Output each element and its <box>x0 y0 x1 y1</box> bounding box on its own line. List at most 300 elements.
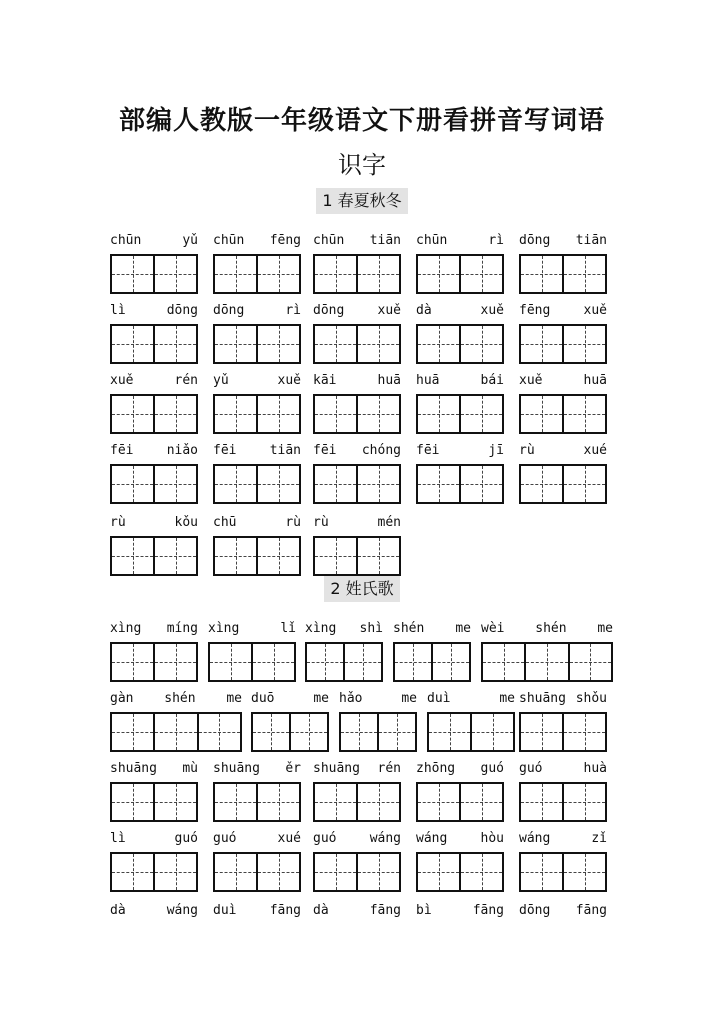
writing-grid <box>416 464 504 504</box>
writing-grid <box>213 536 301 576</box>
pinyin-syllable: duì <box>213 903 237 918</box>
writing-grid <box>481 642 613 682</box>
tian-zi-cell[interactable] <box>112 466 153 502</box>
pinyin-syllable: rù <box>313 515 329 530</box>
tian-zi-cell[interactable] <box>459 326 502 362</box>
writing-grid <box>313 324 401 364</box>
word-item <box>251 688 329 752</box>
pinyin-syllable: fēng <box>269 233 301 248</box>
tian-zi-cell[interactable] <box>315 466 356 502</box>
word-item <box>110 300 198 364</box>
writing-grid <box>213 464 301 504</box>
pinyin-syllable: shén <box>393 621 425 636</box>
pinyin-syllable: lì <box>110 303 126 318</box>
tian-zi-cell[interactable] <box>215 326 256 362</box>
pinyin-syllable: xuě <box>377 303 401 318</box>
pinyin-line <box>416 758 504 776</box>
tian-zi-cell[interactable] <box>521 326 562 362</box>
pinyin-line <box>110 828 198 846</box>
pinyin-line <box>339 688 417 706</box>
tian-zi-cell[interactable] <box>459 466 502 502</box>
tian-zi-cell[interactable] <box>210 644 251 680</box>
tian-zi-cell[interactable] <box>459 396 502 432</box>
writing-grid <box>313 394 401 434</box>
writing-grid <box>339 712 417 752</box>
pinyin-syllable: huà <box>583 761 607 776</box>
tian-zi-cell[interactable] <box>153 784 196 820</box>
word-item <box>110 230 198 294</box>
tian-zi-cell[interactable] <box>343 644 381 680</box>
writing-grid <box>519 254 607 294</box>
tian-zi-cell[interactable] <box>521 466 562 502</box>
word-item <box>313 300 401 364</box>
tian-zi-cell[interactable] <box>521 396 562 432</box>
writing-grid <box>393 642 471 682</box>
tian-zi-cell[interactable] <box>568 644 611 680</box>
tian-zi-cell[interactable] <box>315 396 356 432</box>
pinyin-syllable: me <box>313 691 329 706</box>
pinyin-line <box>416 828 504 846</box>
pinyin-syllable: fēng <box>519 303 551 318</box>
tian-zi-cell[interactable] <box>356 784 399 820</box>
tian-zi-cell[interactable] <box>215 466 256 502</box>
pinyin-syllable: shuāng <box>313 761 360 776</box>
tian-zi-cell[interactable] <box>153 256 196 292</box>
pinyin-syllable: gàn <box>110 691 134 706</box>
pinyin-syllable: shuāng <box>213 761 260 776</box>
tian-zi-cell[interactable] <box>256 784 299 820</box>
pinyin-line <box>393 618 471 636</box>
pinyin-line <box>519 230 607 248</box>
word-item <box>519 900 607 918</box>
tian-zi-cell[interactable] <box>153 538 196 574</box>
writing-grid <box>313 464 401 504</box>
pinyin-syllable: fēi <box>313 443 337 458</box>
pinyin-syllable: huā <box>416 373 440 388</box>
word-item <box>110 688 242 752</box>
pinyin-line <box>110 230 198 248</box>
writing-grid <box>519 324 607 364</box>
tian-zi-cell[interactable] <box>356 466 399 502</box>
tian-zi-cell[interactable] <box>418 466 459 502</box>
pinyin-syllable: shǒu <box>575 691 607 706</box>
word-item <box>416 440 504 504</box>
pinyin-syllable: shén <box>535 621 567 636</box>
pinyin-syllable: xìng <box>110 621 142 636</box>
writing-grid <box>110 642 198 682</box>
pinyin-line <box>519 688 607 706</box>
tian-zi-cell[interactable] <box>315 256 356 292</box>
word-item <box>416 758 504 822</box>
tian-zi-cell[interactable] <box>341 714 377 750</box>
pinyin-line <box>519 300 607 318</box>
pinyin-syllable: fēi <box>213 443 237 458</box>
word-item <box>393 618 471 682</box>
tian-zi-cell[interactable] <box>153 326 196 362</box>
writing-grid <box>110 712 242 752</box>
tian-zi-cell[interactable] <box>418 396 459 432</box>
writing-grid <box>110 394 198 434</box>
word-item <box>110 512 198 576</box>
pinyin-syllable: xuě <box>277 373 301 388</box>
tian-zi-cell[interactable] <box>112 784 153 820</box>
word-item <box>110 900 198 918</box>
writing-grid <box>110 536 198 576</box>
tian-zi-cell[interactable] <box>562 466 605 502</box>
tian-zi-cell[interactable] <box>315 784 356 820</box>
tian-zi-cell[interactable] <box>112 256 153 292</box>
pinyin-syllable: duō <box>251 691 275 706</box>
tian-zi-cell[interactable] <box>356 326 399 362</box>
pinyin-syllable: dōng <box>519 233 551 248</box>
pinyin-syllable: rén <box>377 761 401 776</box>
writing-grid <box>251 712 329 752</box>
writing-grid <box>208 642 296 682</box>
tian-zi-cell[interactable] <box>153 644 196 680</box>
writing-grid <box>313 852 401 892</box>
tian-zi-cell[interactable] <box>197 714 240 750</box>
tian-zi-cell[interactable] <box>112 644 153 680</box>
pinyin-syllable: fāng <box>369 903 401 918</box>
tian-zi-cell[interactable] <box>429 714 470 750</box>
tian-zi-cell[interactable] <box>418 326 459 362</box>
pinyin-syllable: xuě <box>480 303 504 318</box>
tian-zi-cell[interactable] <box>562 326 605 362</box>
pinyin-syllable: tiān <box>269 443 301 458</box>
pinyin-line <box>208 618 296 636</box>
pinyin-syllable: mén <box>377 515 401 530</box>
word-item <box>110 440 198 504</box>
writing-grid <box>213 254 301 294</box>
pinyin-syllable: jī <box>488 443 504 458</box>
tian-zi-cell[interactable] <box>289 714 327 750</box>
tian-zi-cell[interactable] <box>153 396 196 432</box>
word-item <box>481 618 613 682</box>
pinyin-syllable: lǐ <box>280 621 296 636</box>
pinyin-syllable: tiān <box>369 233 401 248</box>
writing-grid <box>416 782 504 822</box>
word-item <box>416 230 504 294</box>
pinyin-line <box>313 828 401 846</box>
tian-zi-cell[interactable] <box>307 644 343 680</box>
pinyin-syllable: rù <box>110 515 126 530</box>
word-item <box>339 688 417 752</box>
pinyin-syllable: dà <box>416 303 432 318</box>
word-item <box>213 300 301 364</box>
tian-zi-cell[interactable] <box>251 644 294 680</box>
tian-zi-cell[interactable] <box>256 326 299 362</box>
tian-zi-cell[interactable] <box>521 256 562 292</box>
pinyin-line <box>427 688 515 706</box>
pinyin-line <box>416 230 504 248</box>
pinyin-syllable: xué <box>583 443 607 458</box>
pinyin-syllable: guó <box>519 761 543 776</box>
tian-zi-cell[interactable] <box>524 644 567 680</box>
writing-grid <box>213 394 301 434</box>
pinyin-syllable: guó <box>213 831 237 846</box>
tian-zi-cell[interactable] <box>112 854 153 890</box>
tian-zi-cell[interactable] <box>215 538 256 574</box>
word-item <box>313 370 401 434</box>
word-item <box>110 618 198 682</box>
pinyin-line <box>313 440 401 458</box>
tian-zi-cell[interactable] <box>112 714 153 750</box>
pinyin-line <box>519 370 607 388</box>
word-item <box>213 828 301 892</box>
word-item <box>213 900 301 918</box>
pinyin-line <box>213 758 301 776</box>
tian-zi-cell[interactable] <box>215 256 256 292</box>
pinyin-syllable: rì <box>285 303 301 318</box>
tian-zi-cell[interactable] <box>153 854 196 890</box>
writing-grid <box>416 852 504 892</box>
pinyin-syllable: dà <box>313 903 329 918</box>
tian-zi-cell[interactable] <box>562 854 605 890</box>
tian-zi-cell[interactable] <box>356 538 399 574</box>
tian-zi-cell[interactable] <box>256 538 299 574</box>
pinyin-syllable: chūn <box>110 233 142 248</box>
writing-grid <box>416 324 504 364</box>
lesson-label: 1 春夏秋冬 <box>316 188 407 214</box>
tian-zi-cell[interactable] <box>356 256 399 292</box>
pinyin-syllable: chóng <box>361 443 401 458</box>
pinyin-line <box>305 618 383 636</box>
pinyin-line <box>416 370 504 388</box>
pinyin-syllable: fēi <box>416 443 440 458</box>
pinyin-syllable: me <box>226 691 242 706</box>
pinyin-line <box>213 900 301 918</box>
tian-zi-cell[interactable] <box>459 784 502 820</box>
pinyin-line <box>110 440 198 458</box>
word-item <box>213 758 301 822</box>
pinyin-line <box>213 512 301 530</box>
pinyin-line <box>519 758 607 776</box>
pinyin-syllable: hòu <box>480 831 504 846</box>
writing-grid <box>427 712 515 752</box>
tian-zi-cell[interactable] <box>377 714 415 750</box>
tian-zi-cell[interactable] <box>562 396 605 432</box>
word-item <box>519 688 607 752</box>
writing-grid <box>110 324 198 364</box>
pinyin-syllable: huā <box>377 373 401 388</box>
pinyin-syllable: dōng <box>166 303 198 318</box>
pinyin-syllable: xué <box>277 831 301 846</box>
writing-grid <box>313 782 401 822</box>
tian-zi-cell[interactable] <box>256 256 299 292</box>
writing-grid <box>110 254 198 294</box>
pinyin-syllable: fāng <box>575 903 607 918</box>
writing-grid <box>313 254 401 294</box>
lesson-label: 2 姓氏歌 <box>324 576 399 602</box>
tian-zi-cell[interactable] <box>256 466 299 502</box>
writing-grid <box>519 394 607 434</box>
writing-grid <box>416 394 504 434</box>
word-item <box>416 370 504 434</box>
pinyin-line <box>110 512 198 530</box>
word-item <box>313 828 401 892</box>
pinyin-line <box>251 688 329 706</box>
pinyin-syllable: ěr <box>285 761 301 776</box>
pinyin-syllable: dōng <box>313 303 345 318</box>
word-item <box>519 758 607 822</box>
pinyin-syllable: me <box>499 691 515 706</box>
tian-zi-cell[interactable] <box>315 854 356 890</box>
tian-zi-cell[interactable] <box>315 538 356 574</box>
tian-zi-cell[interactable] <box>395 644 431 680</box>
pinyin-syllable: fēi <box>110 443 134 458</box>
pinyin-syllable: guó <box>174 831 198 846</box>
tian-zi-cell[interactable] <box>418 256 459 292</box>
pinyin-syllable: wáng <box>519 831 551 846</box>
pinyin-syllable: bái <box>480 373 504 388</box>
pinyin-syllable: dōng <box>213 303 245 318</box>
pinyin-syllable: guó <box>480 761 504 776</box>
pinyin-line <box>416 440 504 458</box>
pinyin-syllable: chū <box>213 515 237 530</box>
tian-zi-cell[interactable] <box>459 854 502 890</box>
word-item <box>110 828 198 892</box>
word-item <box>519 370 607 434</box>
tian-zi-cell[interactable] <box>562 714 605 750</box>
word-item <box>416 828 504 892</box>
writing-grid <box>519 464 607 504</box>
pinyin-syllable: xuě <box>583 303 607 318</box>
pinyin-syllable: wèi <box>481 621 505 636</box>
word-item <box>427 688 515 752</box>
writing-grid <box>110 852 198 892</box>
pinyin-syllable: guó <box>313 831 337 846</box>
tian-zi-cell[interactable] <box>418 854 459 890</box>
word-item <box>519 300 607 364</box>
pinyin-line <box>313 230 401 248</box>
pinyin-syllable: huā <box>583 373 607 388</box>
pinyin-syllable: lì <box>110 831 126 846</box>
pinyin-line <box>213 300 301 318</box>
pinyin-syllable: shuāng <box>110 761 157 776</box>
word-item <box>110 370 198 434</box>
tian-zi-cell[interactable] <box>256 396 299 432</box>
tian-zi-cell[interactable] <box>459 256 502 292</box>
tian-zi-cell[interactable] <box>418 784 459 820</box>
word-item <box>313 512 401 576</box>
pinyin-syllable: rì <box>488 233 504 248</box>
pinyin-line <box>519 900 607 918</box>
writing-grid <box>213 782 301 822</box>
word-item <box>416 300 504 364</box>
pinyin-line <box>416 300 504 318</box>
word-item <box>213 370 301 434</box>
writing-grid <box>519 782 607 822</box>
pinyin-syllable: xìng <box>305 621 337 636</box>
word-item <box>416 900 504 918</box>
pinyin-syllable: niǎo <box>166 443 198 458</box>
tian-zi-cell[interactable] <box>521 854 562 890</box>
page-title: 部编人教版一年级语文下册看拼音写词语 <box>118 106 605 136</box>
pinyin-line <box>213 230 301 248</box>
writing-grid <box>110 464 198 504</box>
tian-zi-cell[interactable] <box>153 714 196 750</box>
tian-zi-cell[interactable] <box>256 854 299 890</box>
tian-zi-cell[interactable] <box>483 644 524 680</box>
tian-zi-cell[interactable] <box>470 714 513 750</box>
tian-zi-cell[interactable] <box>521 714 562 750</box>
word-item <box>313 758 401 822</box>
pinyin-syllable: duì <box>427 691 451 706</box>
writing-grid <box>416 254 504 294</box>
pinyin-syllable: me <box>455 621 471 636</box>
pinyin-syllable: yǔ <box>213 373 229 388</box>
word-item <box>519 828 607 892</box>
tian-zi-cell[interactable] <box>112 396 153 432</box>
pinyin-line <box>213 440 301 458</box>
word-item <box>213 440 301 504</box>
tian-zi-cell[interactable] <box>315 326 356 362</box>
pinyin-syllable: shén <box>164 691 196 706</box>
tian-zi-cell[interactable] <box>562 784 605 820</box>
writing-grid <box>313 536 401 576</box>
pinyin-syllable: tiān <box>575 233 607 248</box>
pinyin-syllable: me <box>597 621 613 636</box>
pinyin-line <box>213 370 301 388</box>
tian-zi-cell[interactable] <box>431 644 469 680</box>
pinyin-syllable: fāng <box>472 903 504 918</box>
word-item <box>519 230 607 294</box>
pinyin-syllable: zǐ <box>591 831 607 846</box>
tian-zi-cell[interactable] <box>253 714 289 750</box>
tian-zi-cell[interactable] <box>356 854 399 890</box>
pinyin-line <box>110 618 198 636</box>
pinyin-line <box>519 440 607 458</box>
pinyin-syllable: me <box>401 691 417 706</box>
pinyin-syllable: hǎo <box>339 691 363 706</box>
lesson-heading-1 <box>0 188 724 216</box>
tian-zi-cell[interactable] <box>215 854 256 890</box>
tian-zi-cell[interactable] <box>356 396 399 432</box>
tian-zi-cell[interactable] <box>521 784 562 820</box>
pinyin-line <box>213 828 301 846</box>
pinyin-line <box>110 370 198 388</box>
writing-grid <box>305 642 383 682</box>
pinyin-syllable: zhōng <box>416 761 456 776</box>
pinyin-syllable: dà <box>110 903 126 918</box>
pinyin-line <box>416 900 504 918</box>
tian-zi-cell[interactable] <box>112 326 153 362</box>
tian-zi-cell[interactable] <box>215 396 256 432</box>
pinyin-syllable: xuě <box>110 373 134 388</box>
pinyin-syllable: shuāng <box>519 691 566 706</box>
pinyin-syllable: yǔ <box>182 233 198 248</box>
unit-heading: 识字 <box>338 151 386 179</box>
writing-grid <box>519 712 607 752</box>
pinyin-syllable: chūn <box>213 233 245 248</box>
writing-grid <box>110 782 198 822</box>
pinyin-line <box>110 688 242 706</box>
pinyin-syllable: rù <box>285 515 301 530</box>
word-item <box>110 758 198 822</box>
word-item <box>519 440 607 504</box>
pinyin-syllable: mù <box>182 761 198 776</box>
pinyin-line <box>481 618 613 636</box>
pinyin-syllable: kǒu <box>174 515 198 530</box>
tian-zi-cell[interactable] <box>153 466 196 502</box>
pinyin-line <box>313 300 401 318</box>
pinyin-syllable: shì <box>359 621 383 636</box>
pinyin-line <box>313 512 401 530</box>
tian-zi-cell[interactable] <box>215 784 256 820</box>
tian-zi-cell[interactable] <box>562 256 605 292</box>
word-item <box>313 440 401 504</box>
tian-zi-cell[interactable] <box>112 538 153 574</box>
